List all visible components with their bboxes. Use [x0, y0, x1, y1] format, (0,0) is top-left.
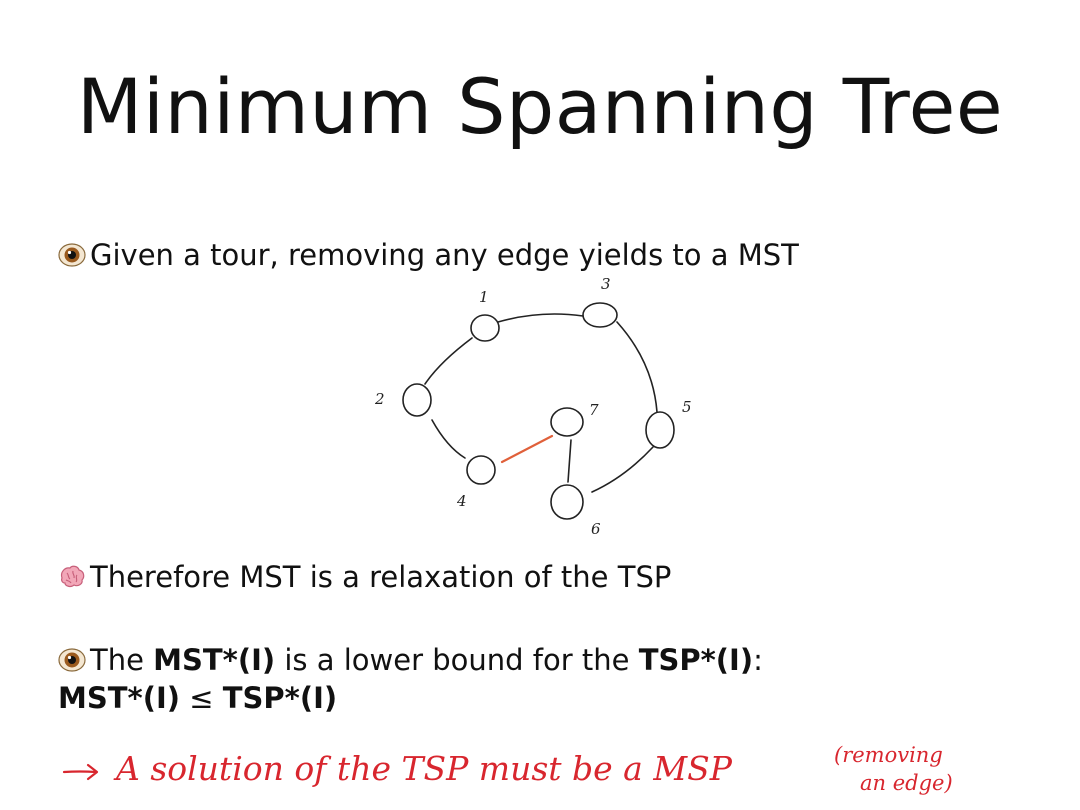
slide-title: Minimum Spanning Tree — [76, 62, 1004, 151]
node-3 — [583, 303, 617, 327]
tsp-term: TSP*(I) — [638, 643, 754, 677]
node-4 — [467, 456, 495, 484]
node-label-1: 1 — [479, 288, 489, 306]
edge-1-2 — [425, 338, 472, 384]
edge-2-4 — [432, 420, 465, 458]
bullet-middle: is a lower bound for the — [275, 643, 639, 677]
eye-icon — [58, 646, 86, 674]
node-label-5: 5 — [682, 398, 692, 416]
bullet-text: Therefore MST is a relaxation of the TSP — [90, 560, 672, 594]
removed-edge — [502, 436, 552, 462]
edge-7-6 — [568, 440, 571, 482]
edge-5-6 — [592, 447, 653, 492]
formula-left: MST*(I) — [58, 681, 180, 715]
bullet-prefix: The — [90, 643, 154, 677]
eye-icon — [58, 241, 86, 269]
bullet-text: Given a tour, removing any edge yields to a MST — [90, 238, 799, 272]
bullet-tour-removal — [58, 236, 799, 274]
inequality-formula — [58, 679, 763, 717]
node-2 — [403, 384, 431, 416]
formula-operator: ≤ — [180, 681, 223, 715]
node-1 — [471, 315, 499, 341]
bullet-lower-bound — [58, 641, 763, 717]
edge-1-3 — [498, 314, 583, 322]
node-label-2: 2 — [375, 390, 385, 408]
node-label-6: 6 — [591, 520, 601, 538]
node-5 — [646, 412, 674, 448]
node-label-4: 4 — [457, 492, 467, 510]
formula-right: TSP*(I) — [222, 681, 338, 715]
tour-graph-diagram — [355, 272, 715, 542]
bullet-suffix: : — [753, 643, 763, 677]
edge-3-5 — [617, 322, 657, 412]
bullet-relaxation — [58, 558, 671, 596]
mst-term: MST*(I) — [153, 643, 276, 677]
node-label-3: 3 — [601, 275, 611, 293]
node-6 — [551, 485, 583, 519]
note-paren-line1: (removing — [834, 743, 943, 767]
arrow-icon — [62, 760, 102, 784]
note-main: A solution of the TSP must be a MSP — [116, 749, 732, 788]
handwritten-note — [112, 738, 1032, 802]
node-7 — [551, 408, 583, 436]
node-label-7: 7 — [589, 401, 599, 419]
brain-icon — [58, 563, 86, 591]
note-paren-line2: an edge) — [860, 771, 953, 795]
